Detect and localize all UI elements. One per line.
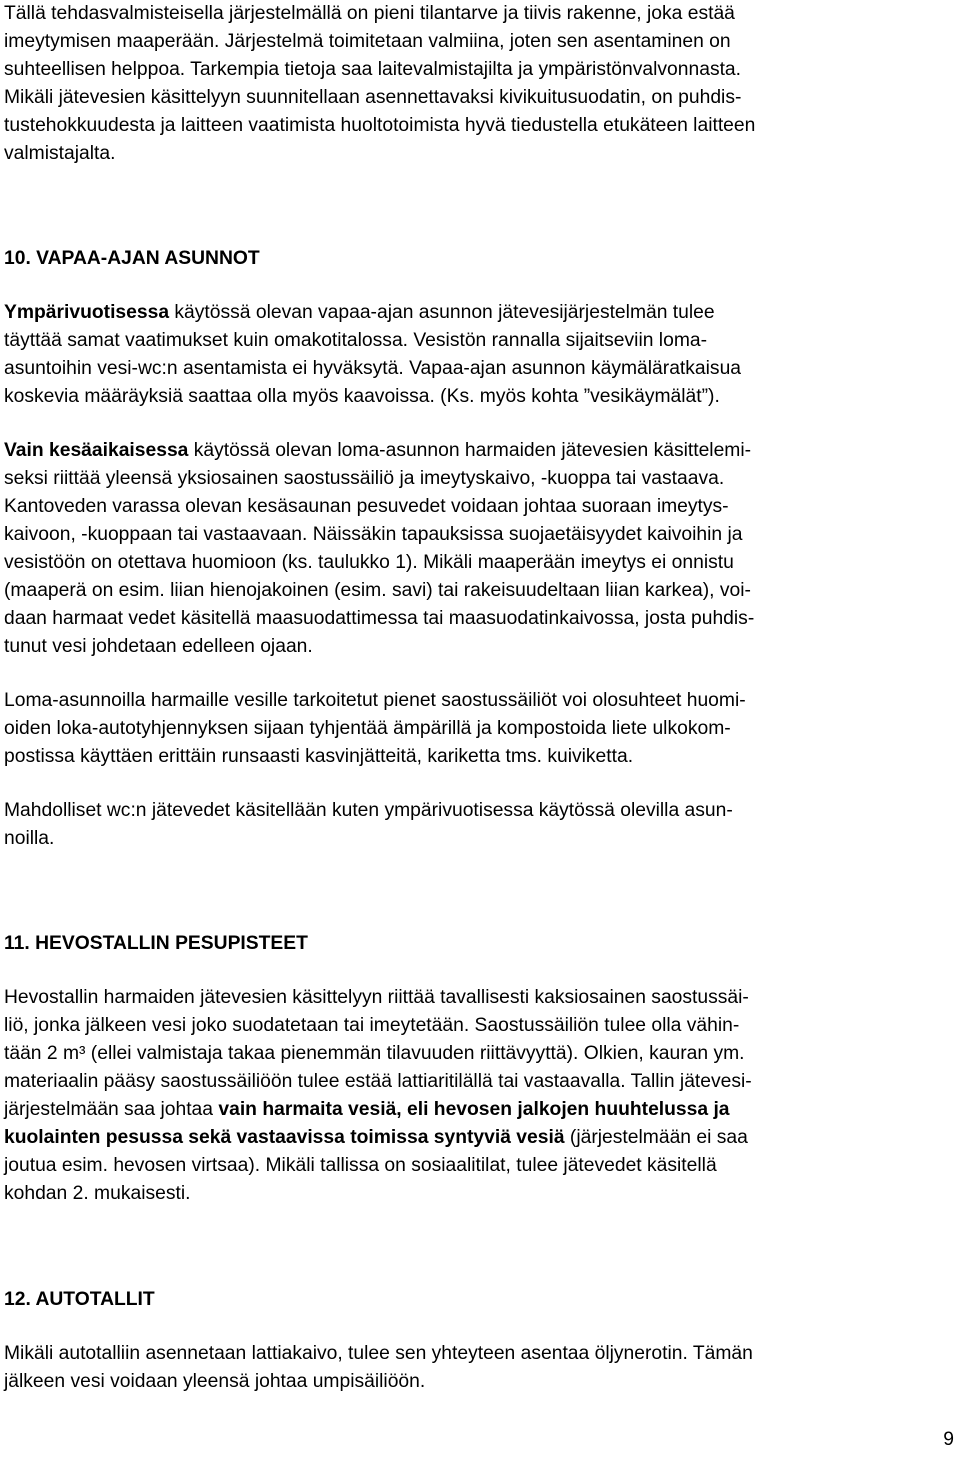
paragraph-line: (maaperä on esim. liian hienojakoinen (esim. savi) tai rakeisuudeltaan liian karkea), voi- [4, 580, 751, 601]
page-number: 9 [943, 1429, 954, 1450]
paragraph-line [4, 299, 715, 327]
emphasis-text: kuolainten pesussa sekä vastaavissa toimissa syntyviä vesiä [4, 1127, 565, 1148]
paragraph-line: jälkeen vesi voidaan yleensä johtaa umpisäiliöön. [4, 1371, 426, 1392]
paragraph-line: postissa käyttäen erittäin runsaasti kasvinjätteitä, kariketta tms. kuiviketta. [4, 746, 634, 767]
paragraph-line: Mikäli autotalliin asennetaan lattiakaivo, tulee sen yhteyteen asentaa öljynerotin. Tämän [4, 1343, 753, 1364]
paragraph-line: Loma-asunnoilla harmaille vesille tarkoitetut pienet saostussäiliöt voi olosuhteet huomi- [4, 690, 746, 711]
intro-line: imeytymisen maaperään. Järjestelmä toimitetaan valmiina, joten sen asentaminen on [4, 31, 731, 52]
paragraph-line: Kantoveden varassa olevan kesäsaunan pesuvedet voidaan johtaa suoraan imeytys- [4, 496, 729, 517]
intro-line: valmistajalta. [4, 143, 116, 164]
section-12-heading: 12. AUTOTALLIT [4, 1289, 155, 1310]
paragraph-line: tään 2 m³ (ellei valmistaja takaa pienemmän tilavuuden riittävyyttä). Olkien, kauran ym. [4, 1043, 745, 1064]
paragraph-line: Hevostallin harmaiden jätevesien käsittelyyn riittää tavallisesti kaksiosainen saostussäi- [4, 987, 749, 1008]
paragraph-line [4, 437, 751, 465]
paragraph-line: koskevia määräyksiä saattaa olla myös kaavoissa. (Ks. myös kohta ”vesikäymälät”). [4, 386, 720, 407]
section-10-heading: 10. VAPAA-AJAN ASUNNOT [4, 248, 260, 269]
document-page [4, 0, 956, 1468]
emphasis-text: Vain kesäaikaisessa [4, 440, 189, 461]
paragraph-line: noilla. [4, 828, 55, 849]
emphasis-text: Ympärivuotisessa [4, 302, 170, 323]
intro-line: Tällä tehdasvalmisteisella järjestelmällä on pieni tilantarve ja tiivis rakenne, joka estää [4, 3, 735, 24]
intro-line: Mikäli jätevesien käsittelyyn suunnitellaan asennettavaksi kivikuitusuodatin, on puhdis- [4, 87, 742, 108]
paragraph-line: kohdan 2. mukaisesti. [4, 1183, 191, 1204]
emphasis-text: vain harmaita vesiä, eli hevosen jalkojen huuhtelussa ja [218, 1099, 730, 1120]
paragraph-text: (järjestelmään ei saa [564, 1127, 748, 1148]
paragraph-text: järjestelmään saa johtaa [4, 1099, 219, 1120]
paragraph-line: oiden loka-autotyhjennyksen sijaan tyhjentää ämpärillä ja kompostoida liete ulkokom- [4, 718, 731, 739]
paragraph-text: käytössä olevan loma-asunnon harmaiden jätevesien käsittelemi- [188, 440, 752, 461]
paragraph-line [4, 1096, 730, 1124]
paragraph-line: seksi riittää yleensä yksiosainen saostussäiliö ja imeytyskaivo, -kuoppa tai vastaava. [4, 468, 725, 489]
paragraph-line: kaivoon, -kuoppaan tai vastaavaan. Näissäkin tapauksissa suojaetäisyydet kaivoihin ja [4, 524, 743, 545]
section-11-heading: 11. HEVOSTALLIN PESUPISTEET [4, 933, 308, 954]
paragraph-line: joutua esim. hevosen virtsaa). Mikäli tallissa on sosiaalitilat, tulee jätevedet käsitellä [4, 1155, 717, 1176]
paragraph-line: vesistöön on otettava huomioon (ks. taulukko 1). Mikäli maaperään imeytys ei onnistu [4, 552, 734, 573]
paragraph-line [4, 1124, 748, 1152]
paragraph-line: liö, jonka jälkeen vesi joko suodatetaan tai imeytetään. Saostussäiliön tulee olla vähin- [4, 1015, 740, 1036]
paragraph-line: tunut vesi johdetaan edelleen ojaan. [4, 636, 313, 657]
paragraph-line: materiaalin pääsy saostussäiliöön tulee estää lattiaritilällä tai vastaavalla. Tallin jätevesi- [4, 1071, 752, 1092]
paragraph-line: daan harmaat vedet käsitellä maasuodattimessa tai maasuodatinkaivossa, josta puhdis- [4, 608, 755, 629]
paragraph-line: asuntoihin vesi-wc:n asentamista ei hyväksytä. Vapaa-ajan asunnon käymäläratkaisua [4, 358, 742, 379]
paragraph-line: Mahdolliset wc:n jätevedet käsitellään kuten ympärivuotisessa käytössä olevilla asun- [4, 800, 733, 821]
paragraph-line: täyttää samat vaatimukset kuin omakotitalossa. Vesistön rannalla sijaitseviin loma- [4, 330, 708, 351]
intro-line: suhteellisen helppoa. Tarkempia tietoja saa laitevalmistajilta ja ympäristönvalvonnasta. [4, 59, 742, 80]
intro-line: tustehokkuudesta ja laitteen vaatimista huoltotoimista hyvä tiedustella etukäteen laitteen [4, 115, 756, 136]
paragraph-text: käytössä olevan vapaa-ajan asunnon jätevesijärjestelmän tulee [169, 302, 715, 323]
